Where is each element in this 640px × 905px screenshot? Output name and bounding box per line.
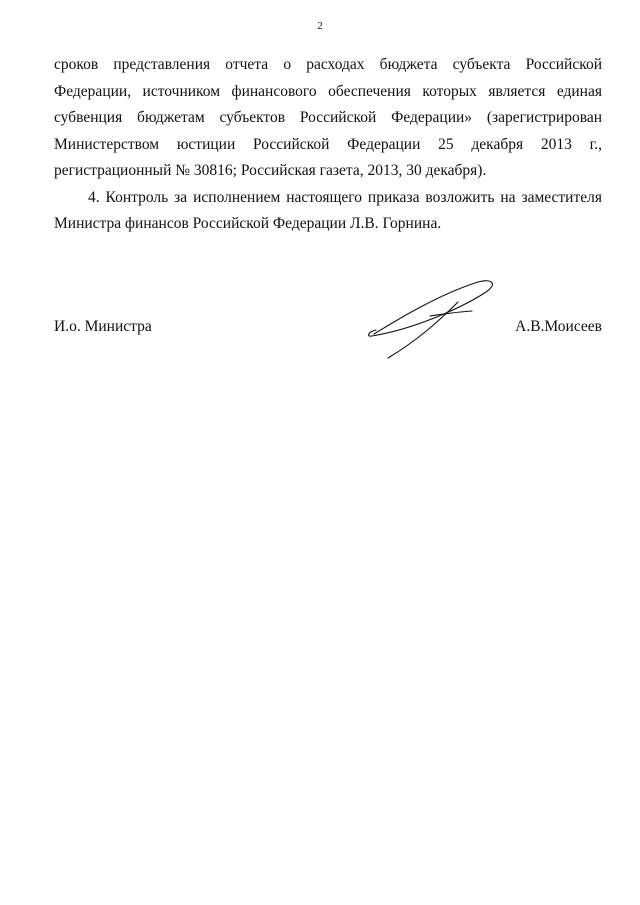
paragraph-continuation: сроков представления отчета о расходах бюджета субъекта Российской Федерации, источником финансового обеспечения которых является единая субвенция бюджетам субъектов Российской Федерации» (зарегистрирован Министерством юстиции Российской Федерации 25 декабря 2013 г., регистрационный № 30816; Российская газета, 2013, 30 декабря). bbox=[54, 56, 602, 179]
page-number: 2 bbox=[317, 20, 323, 32]
body-text bbox=[54, 52, 602, 238]
paragraph-item-4: 4. Контроль за исполнением настоящего приказа возложить на заместителя Министра финансов Российской Федерации Л.В. Горнина. bbox=[54, 188, 602, 232]
signatory-role: И.о. Министра bbox=[54, 318, 152, 335]
signatory-name: А.В.Моисеев bbox=[515, 318, 602, 335]
handwritten-signature bbox=[360, 272, 510, 364]
